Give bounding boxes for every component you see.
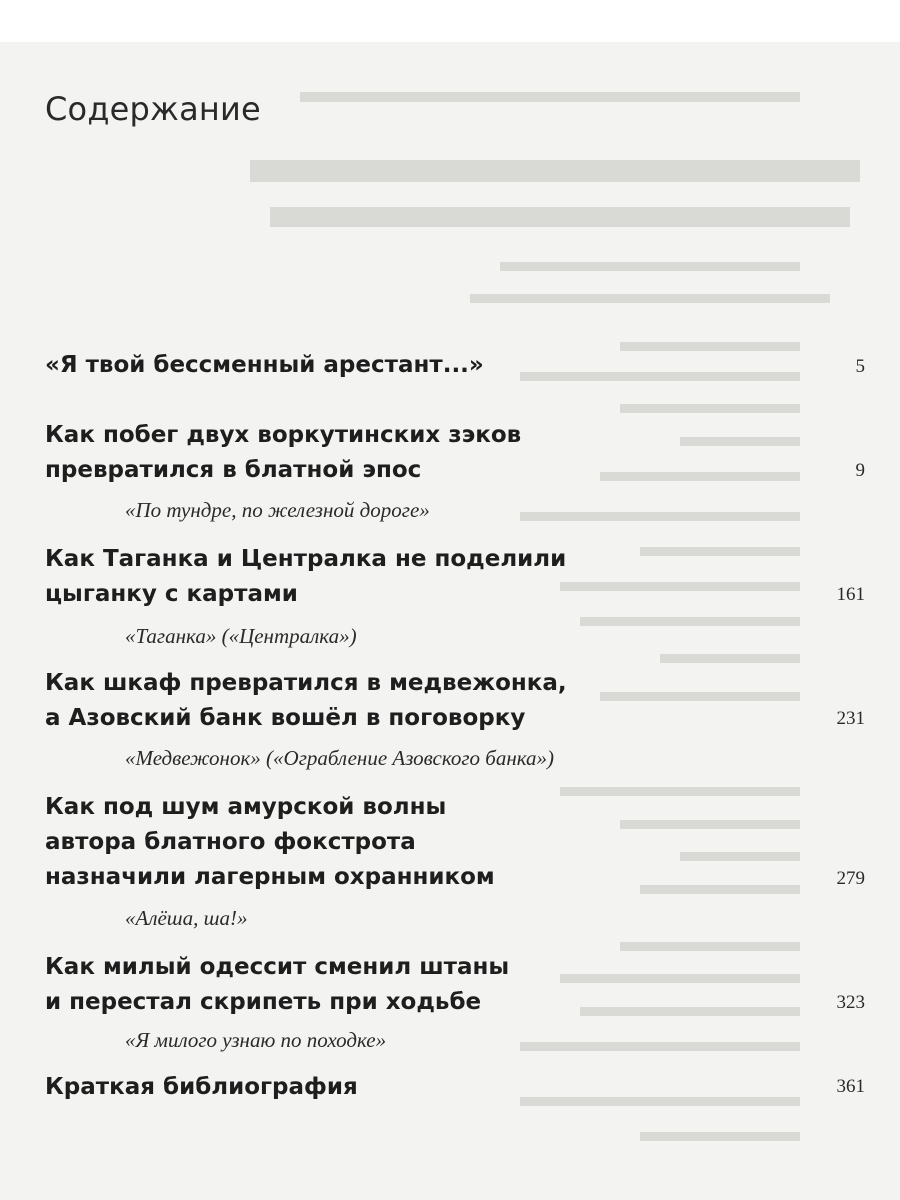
toc-entry[interactable] (45, 1070, 865, 1105)
song-title: «По тундре, по железной дороге» (125, 498, 430, 522)
toc-entry[interactable] (45, 790, 865, 930)
song-title: «Я милого узнаю по походке» (125, 1028, 387, 1052)
song-title: «Таганка» («Централка») (125, 624, 357, 648)
song-title: «Медвежонок» («Ограбление Азовского банка») (125, 746, 555, 770)
entry-title (45, 542, 745, 612)
entry-title-line: Как Таганка и Централка не поделили (45, 546, 567, 572)
page-number: 5 (855, 356, 865, 377)
entry-title-line: а Азовский банк вошёл в поговорку (45, 705, 526, 731)
entry-title-line: Краткая библиография (45, 1074, 358, 1100)
toc-entry[interactable] (45, 950, 865, 1052)
toc-entry[interactable] (45, 418, 865, 522)
entry-title-line: Как шкаф превратился в медвежонка, (45, 670, 567, 696)
toc-entry[interactable] (45, 666, 865, 770)
entry-title-line: Как под шум амурской волны (45, 794, 447, 820)
page-number: 323 (836, 992, 865, 1013)
page-number: 279 (836, 868, 865, 889)
entry-title (45, 418, 745, 488)
song-title: «Алёша, ша!» (125, 906, 248, 930)
toc-entry[interactable] (45, 542, 865, 648)
page-number: 231 (836, 708, 865, 729)
entry-title (45, 666, 745, 736)
entry-title-line: автора блатного фокстрота (45, 829, 416, 855)
entry-title-line: и перестал скрипеть при ходьбе (45, 989, 482, 1015)
entry-title (45, 790, 745, 895)
entry-title-line: назначили лагерным охранником (45, 864, 495, 890)
entry-title-line: цыганку с картами (45, 581, 298, 607)
page-number: 361 (836, 1076, 865, 1097)
entry-title (45, 950, 745, 1020)
entry-title-line: Как побег двух воркутинских зэков (45, 422, 522, 448)
entry-title (45, 1070, 745, 1105)
entry-title-line: превратился в блатной эпос (45, 457, 422, 483)
entry-title-line: «Я твой бессменный арестант...» (45, 352, 484, 378)
book-page (0, 42, 900, 1200)
page-number: 9 (855, 460, 865, 481)
entry-title-line: Как милый одессит сменил штаны (45, 954, 510, 980)
show-through-print (0, 42, 900, 1200)
page-number: 161 (836, 584, 865, 605)
toc-entry[interactable] (45, 348, 865, 383)
entry-title (45, 348, 745, 383)
page-title: Содержание (45, 90, 261, 128)
